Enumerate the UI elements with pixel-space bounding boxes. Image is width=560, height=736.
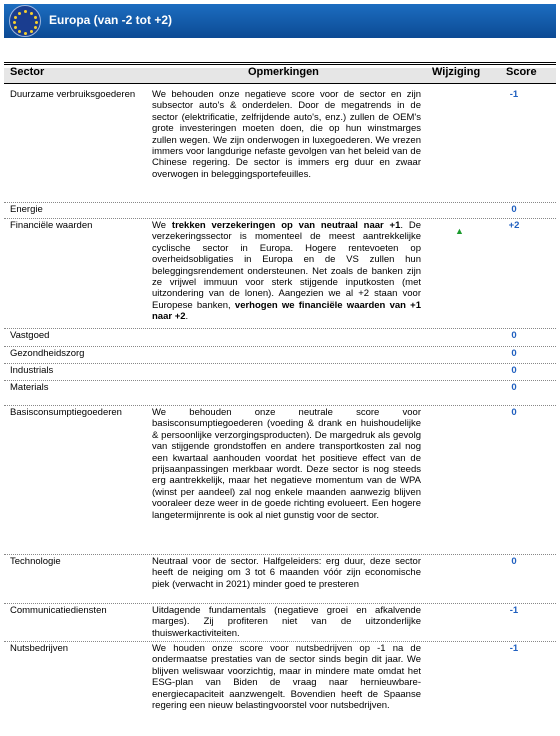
sector-name: Industrials — [10, 365, 54, 376]
sector-name: Duurzame verbruiksgoederen — [10, 89, 136, 100]
column-header-score: Score — [506, 66, 537, 78]
table-row — [4, 88, 556, 203]
sector-name: Energie — [10, 204, 43, 215]
sector-score: -1 — [509, 605, 519, 616]
sector-name: Gezondheidszorg — [10, 348, 85, 359]
sector-name: Communicatiediensten — [10, 605, 107, 616]
sector-score: 0 — [511, 382, 517, 393]
sector-name: Financiële waarden — [10, 220, 93, 231]
table-row — [4, 406, 556, 555]
page-title: Europa (van -2 tot +2) — [49, 13, 173, 27]
table-row — [4, 604, 556, 642]
sector-table — [4, 88, 556, 730]
sector-name: Basisconsumptiegoederen — [10, 407, 122, 418]
table-row — [4, 219, 556, 329]
sector-remark: We trekken verzekeringen op van neutraal naar +1. De verzekeringssector is momenteel de meest aantrekkelijke cyclische sector in Europa. Hogere rentevoeten op overheidsobligaties in Europa en de VS zullen hun beleggingsrendement ondersteunen. Net zoals de banken zijn ze vrijwel immuun voor sterk stijgende inputkosten (met uitzondering van de lonen). Aangezien we al +2 staan voor Europese banken, verhogen we financiële waarden van +1 naar +2. — [152, 220, 421, 323]
sector-name: Nutsbedrijven — [10, 643, 69, 654]
table-row — [4, 203, 556, 219]
table-row — [4, 364, 556, 381]
sector-name: Vastgoed — [10, 330, 50, 341]
sector-score: -1 — [509, 643, 519, 654]
sector-score: 0 — [511, 204, 517, 215]
sector-score: 0 — [511, 407, 517, 418]
sector-score: +2 — [508, 220, 520, 231]
sector-remark: We behouden onze neutrale score voor basisconsumptiegoederen (voeding & drank en huishoudelijke & persoonlijke verzorgingsproducten). De margedruk als gevolg van stijgende grondstoffen en andere transportkosten zal nog een kwartaal aanhouden voordat het positieve effect van de prijsaanpassingen merkbaar wordt. Deze sector is nog steeds erg aantrekkelijk, maar het negatieve momentum van de WPA (winst per aandeel) zal nog enkele maanden aanwezig blijven vooraleer deze weer in de goede richting evolueert. Een hogere langetermijnrente is ook al niet gunstig voor de sector. — [152, 407, 421, 521]
column-header-remarks: Opmerkingen — [248, 66, 319, 78]
sector-score: -1 — [509, 89, 519, 100]
table-row — [4, 329, 556, 347]
sector-score: 0 — [511, 365, 517, 376]
increase-arrow-icon: ▲ — [455, 226, 464, 236]
table-row — [4, 642, 556, 730]
table-row — [4, 347, 556, 364]
section-header — [4, 4, 556, 38]
table-row — [4, 555, 556, 604]
column-header-change: Wijziging — [432, 66, 481, 78]
sector-remark: We behouden onze negatieve score voor de sector en zijn subsector auto's & onderdelen. Door de megatrends in de sector (elektrificatie, zelfrijdende auto's, enz.) zullen de OEM's grote investeringen moeten doen, die op hun winstmarges zullen wegen. We zijn onderwogen in luxegoederen. We vrezen immers voor langdurige nefaste gevolgen van het beleid van de Chinese regering. De sector is immers erg duur en zwaar overwogen in beleggingsportefeuilles. — [152, 89, 421, 180]
table-header — [4, 62, 556, 84]
sector-name: Materials — [10, 382, 49, 393]
sector-score: 0 — [511, 330, 517, 341]
column-header-sector: Sector — [10, 66, 45, 78]
sector-score: 0 — [511, 348, 517, 359]
sector-remark: Uitdagende fundamentals (negatieve groei en afkalvende marges). Zij profiteren niet van de uitzonderlijke thuiswerkactiviteiten. — [152, 605, 421, 639]
sector-score: 0 — [511, 556, 517, 567]
sector-remark: Neutraal voor de sector. Halfgeleiders: erg duur, deze sector heeft de neiging om 3 tot 6 maanden vóór zijn economische piek (verwacht in 2021) minder goed te presteren — [152, 556, 421, 590]
table-row — [4, 381, 556, 406]
sector-remark: We houden onze score voor nutsbedrijven op -1 na de ondermaatse prestaties van de sector sinds begin dit jaar. We blijven weliswaar voorzichtig, maar in mindere mate omdat het ESG-plan van Biden de vraag naar hernieuwbare-energiecapaciteit aanzwengelt. Bovendien heeft de Spaanse regering een nieuw belastingvoorstel voor nutsbedrijven. — [152, 643, 421, 712]
eu-flag-icon — [9, 5, 41, 37]
sector-name: Technologie — [10, 556, 61, 567]
